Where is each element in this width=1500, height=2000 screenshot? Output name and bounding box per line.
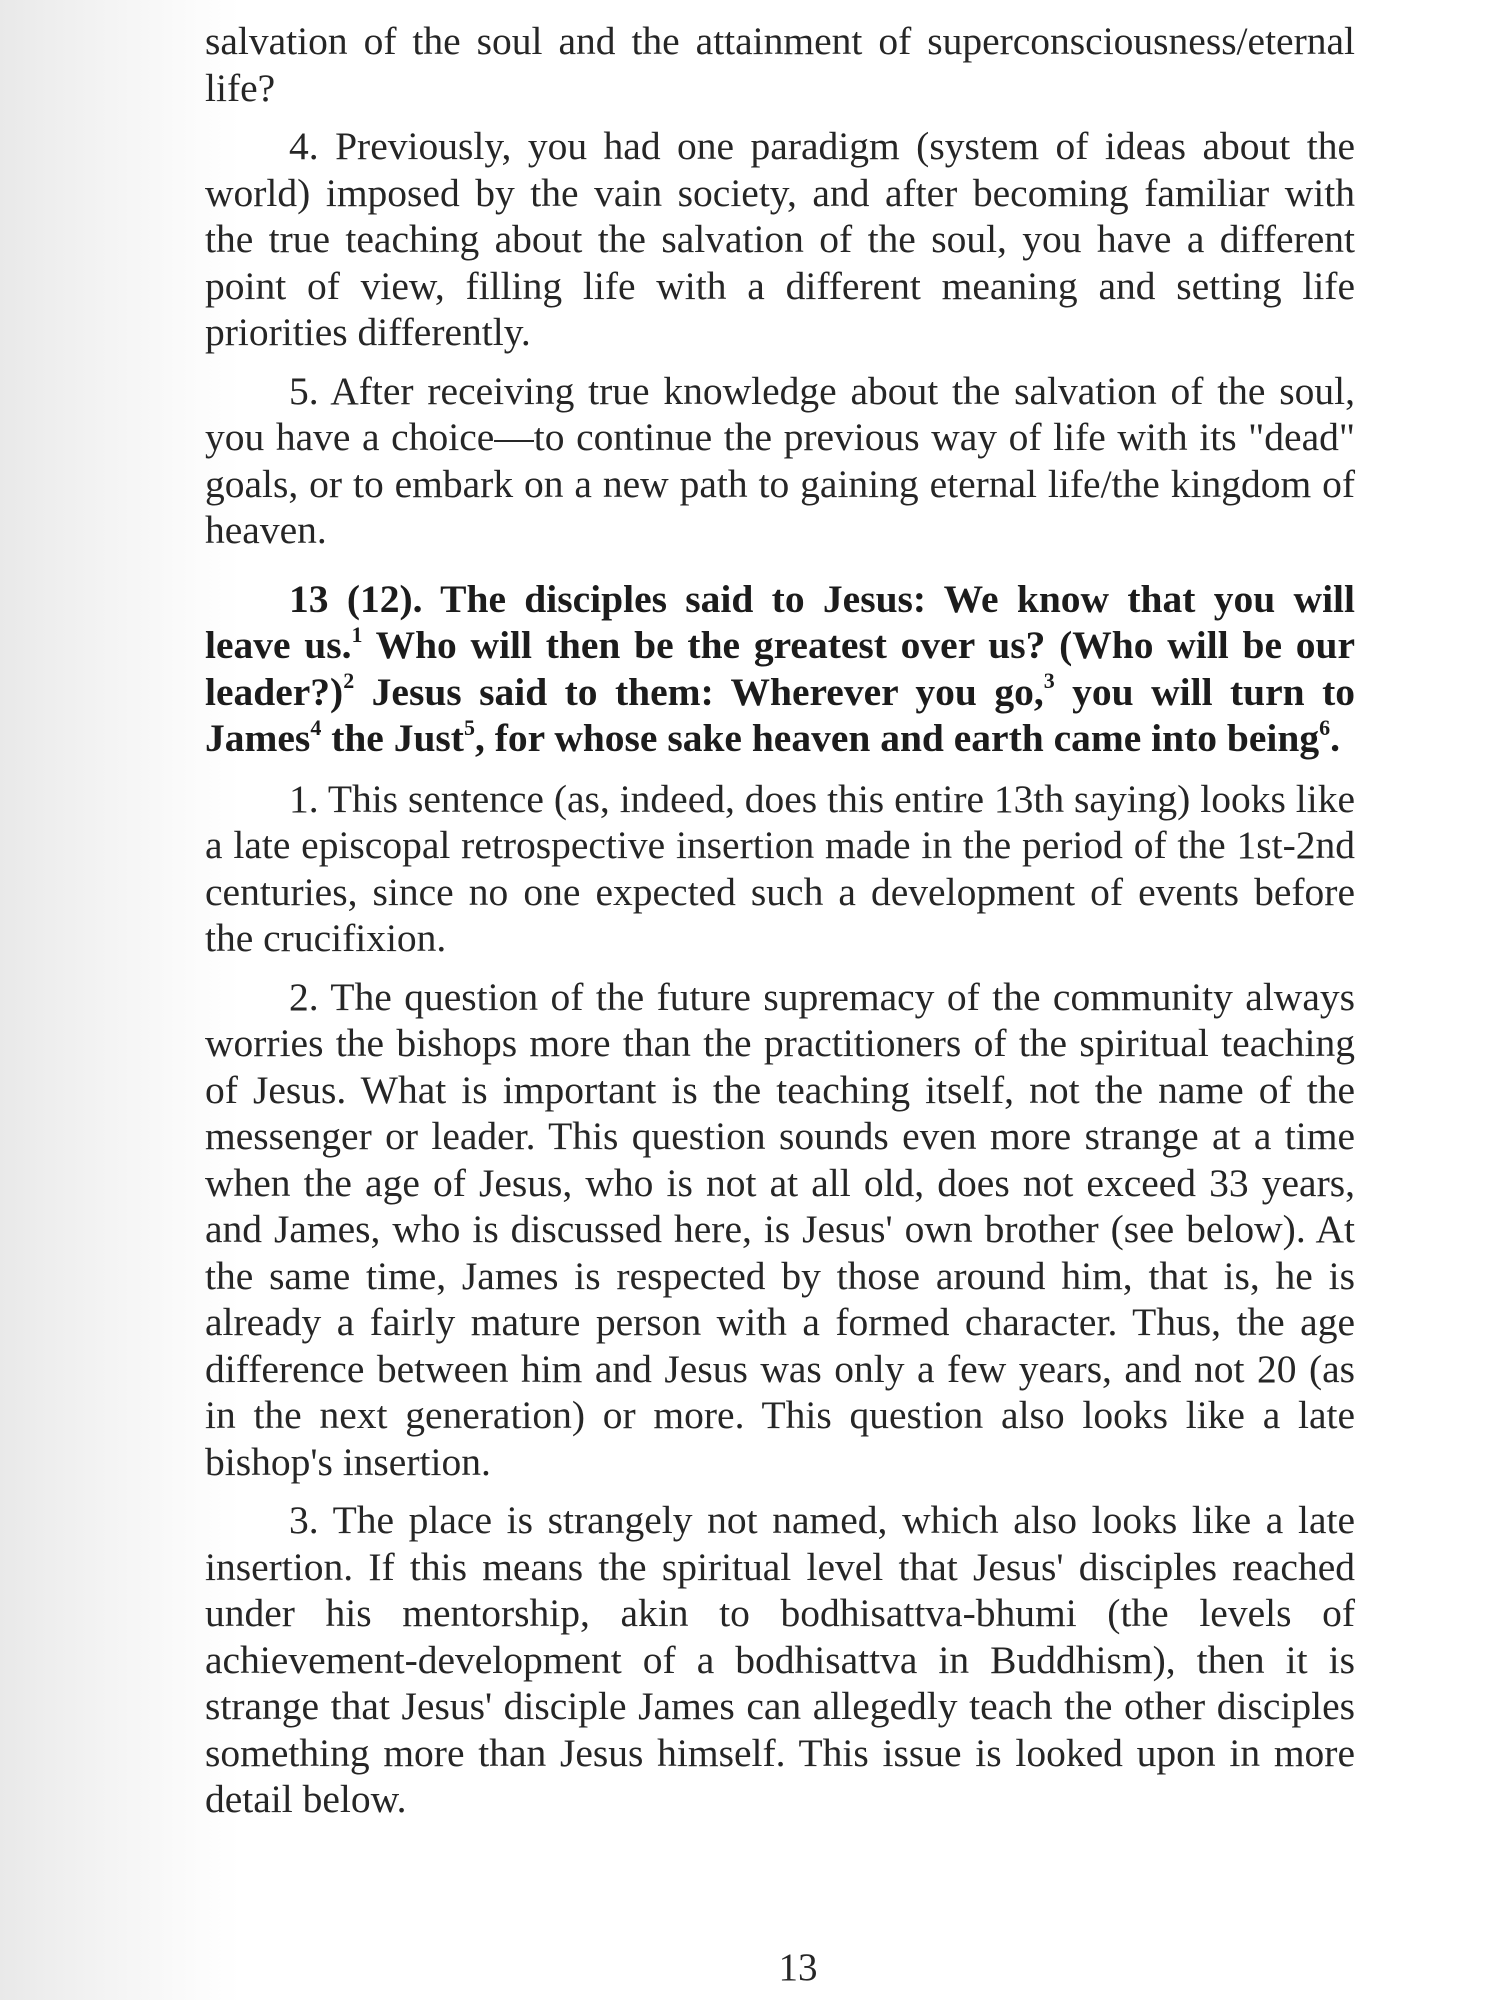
- footnote-ref-6: 6: [1319, 714, 1331, 740]
- text-column: [205, 18, 1355, 1835]
- footnote-ref-3: 3: [1043, 668, 1055, 694]
- footnote-ref-1: 1: [351, 621, 363, 647]
- paragraph-commentary-3: 3. The place is strangely not named, which also looks like a late insertion. If this means the spiritual level that Jesus' disciples reached under his mentorship, akin to bodhisattva-bhumi (the levels of achievement-development of a bodhisattva in Buddhism), then it is strange that Jesus' disciple James can allegedly teach the other disciples something more than Jesus himself. This issue is looked upon in more detail below.: [205, 1498, 1355, 1821]
- saying-text-5: the Just: [321, 716, 464, 760]
- saying-text-7: .: [1330, 716, 1340, 760]
- footnote-ref-4: 4: [310, 714, 322, 740]
- saying-text-2: Who will then be the greatest over us? (Who will be our leader?): [205, 623, 1355, 714]
- paragraph-commentary-1: 1. This sentence (as, indeed, does this entire 13th saying) looks like a late episcopal retrospective insertion made in the period of the 1st-2nd centuries, since no one expected such a development of events before the crucifixion.: [205, 776, 1355, 960]
- saying-text-4: you will turn to James: [205, 669, 1355, 760]
- footnote-ref-5: 5: [463, 714, 475, 740]
- paragraph-point-4: 4. Previously, you had one paradigm (system of ideas about the world) imposed by the vain society, and after becoming familiar with the true teaching about the salvation of the soul, you have a different point of view, filling life with a different meaning and setting life priorities differently.: [205, 124, 1355, 354]
- saying-text-3: Jesus said to them: Wherever you go,: [354, 669, 1044, 714]
- saying-text-1: 13 (12). The disciples said to Jesus: We know that you will leave us.: [205, 576, 1355, 667]
- page-number: 13: [778, 1946, 818, 1989]
- paragraph-point-5: 5. After receiving true knowledge about the salvation of the soul, you have a choice—to continue the previous way of life with its "dead" goals, or to embark on a new path to gaining eternal life/the kingdom of heaven.: [205, 368, 1355, 552]
- paragraph-commentary-2: 2. The question of the future supremacy of the community always worries the bishops more than the practitioners of the spiritual teaching of Jesus. What is important is the teaching itself, not the name of the messenger or leader. This question sounds even more strange at a time when the age of Jesus, who is not at all old, does not exceed 33 years, and James, who is discussed here, is Jesus' own brother (see below). At the same time, James is respected by those around him, that is, he is already a fairly mature person with a formed character. Thus, the age difference between him and Jesus was only a few years, and not 20 (as in the next generation) or more. This question also looks like a late bishop's insertion.: [205, 974, 1355, 1484]
- saying-text-6: , for whose sake heaven and earth came into being: [474, 716, 1320, 760]
- paragraph-continuation: salvation of the soul and the attainment of superconsciousness/eternal life?: [205, 19, 1355, 110]
- footnote-ref-2: 2: [343, 668, 355, 694]
- saying-13-heading: [205, 576, 1355, 762]
